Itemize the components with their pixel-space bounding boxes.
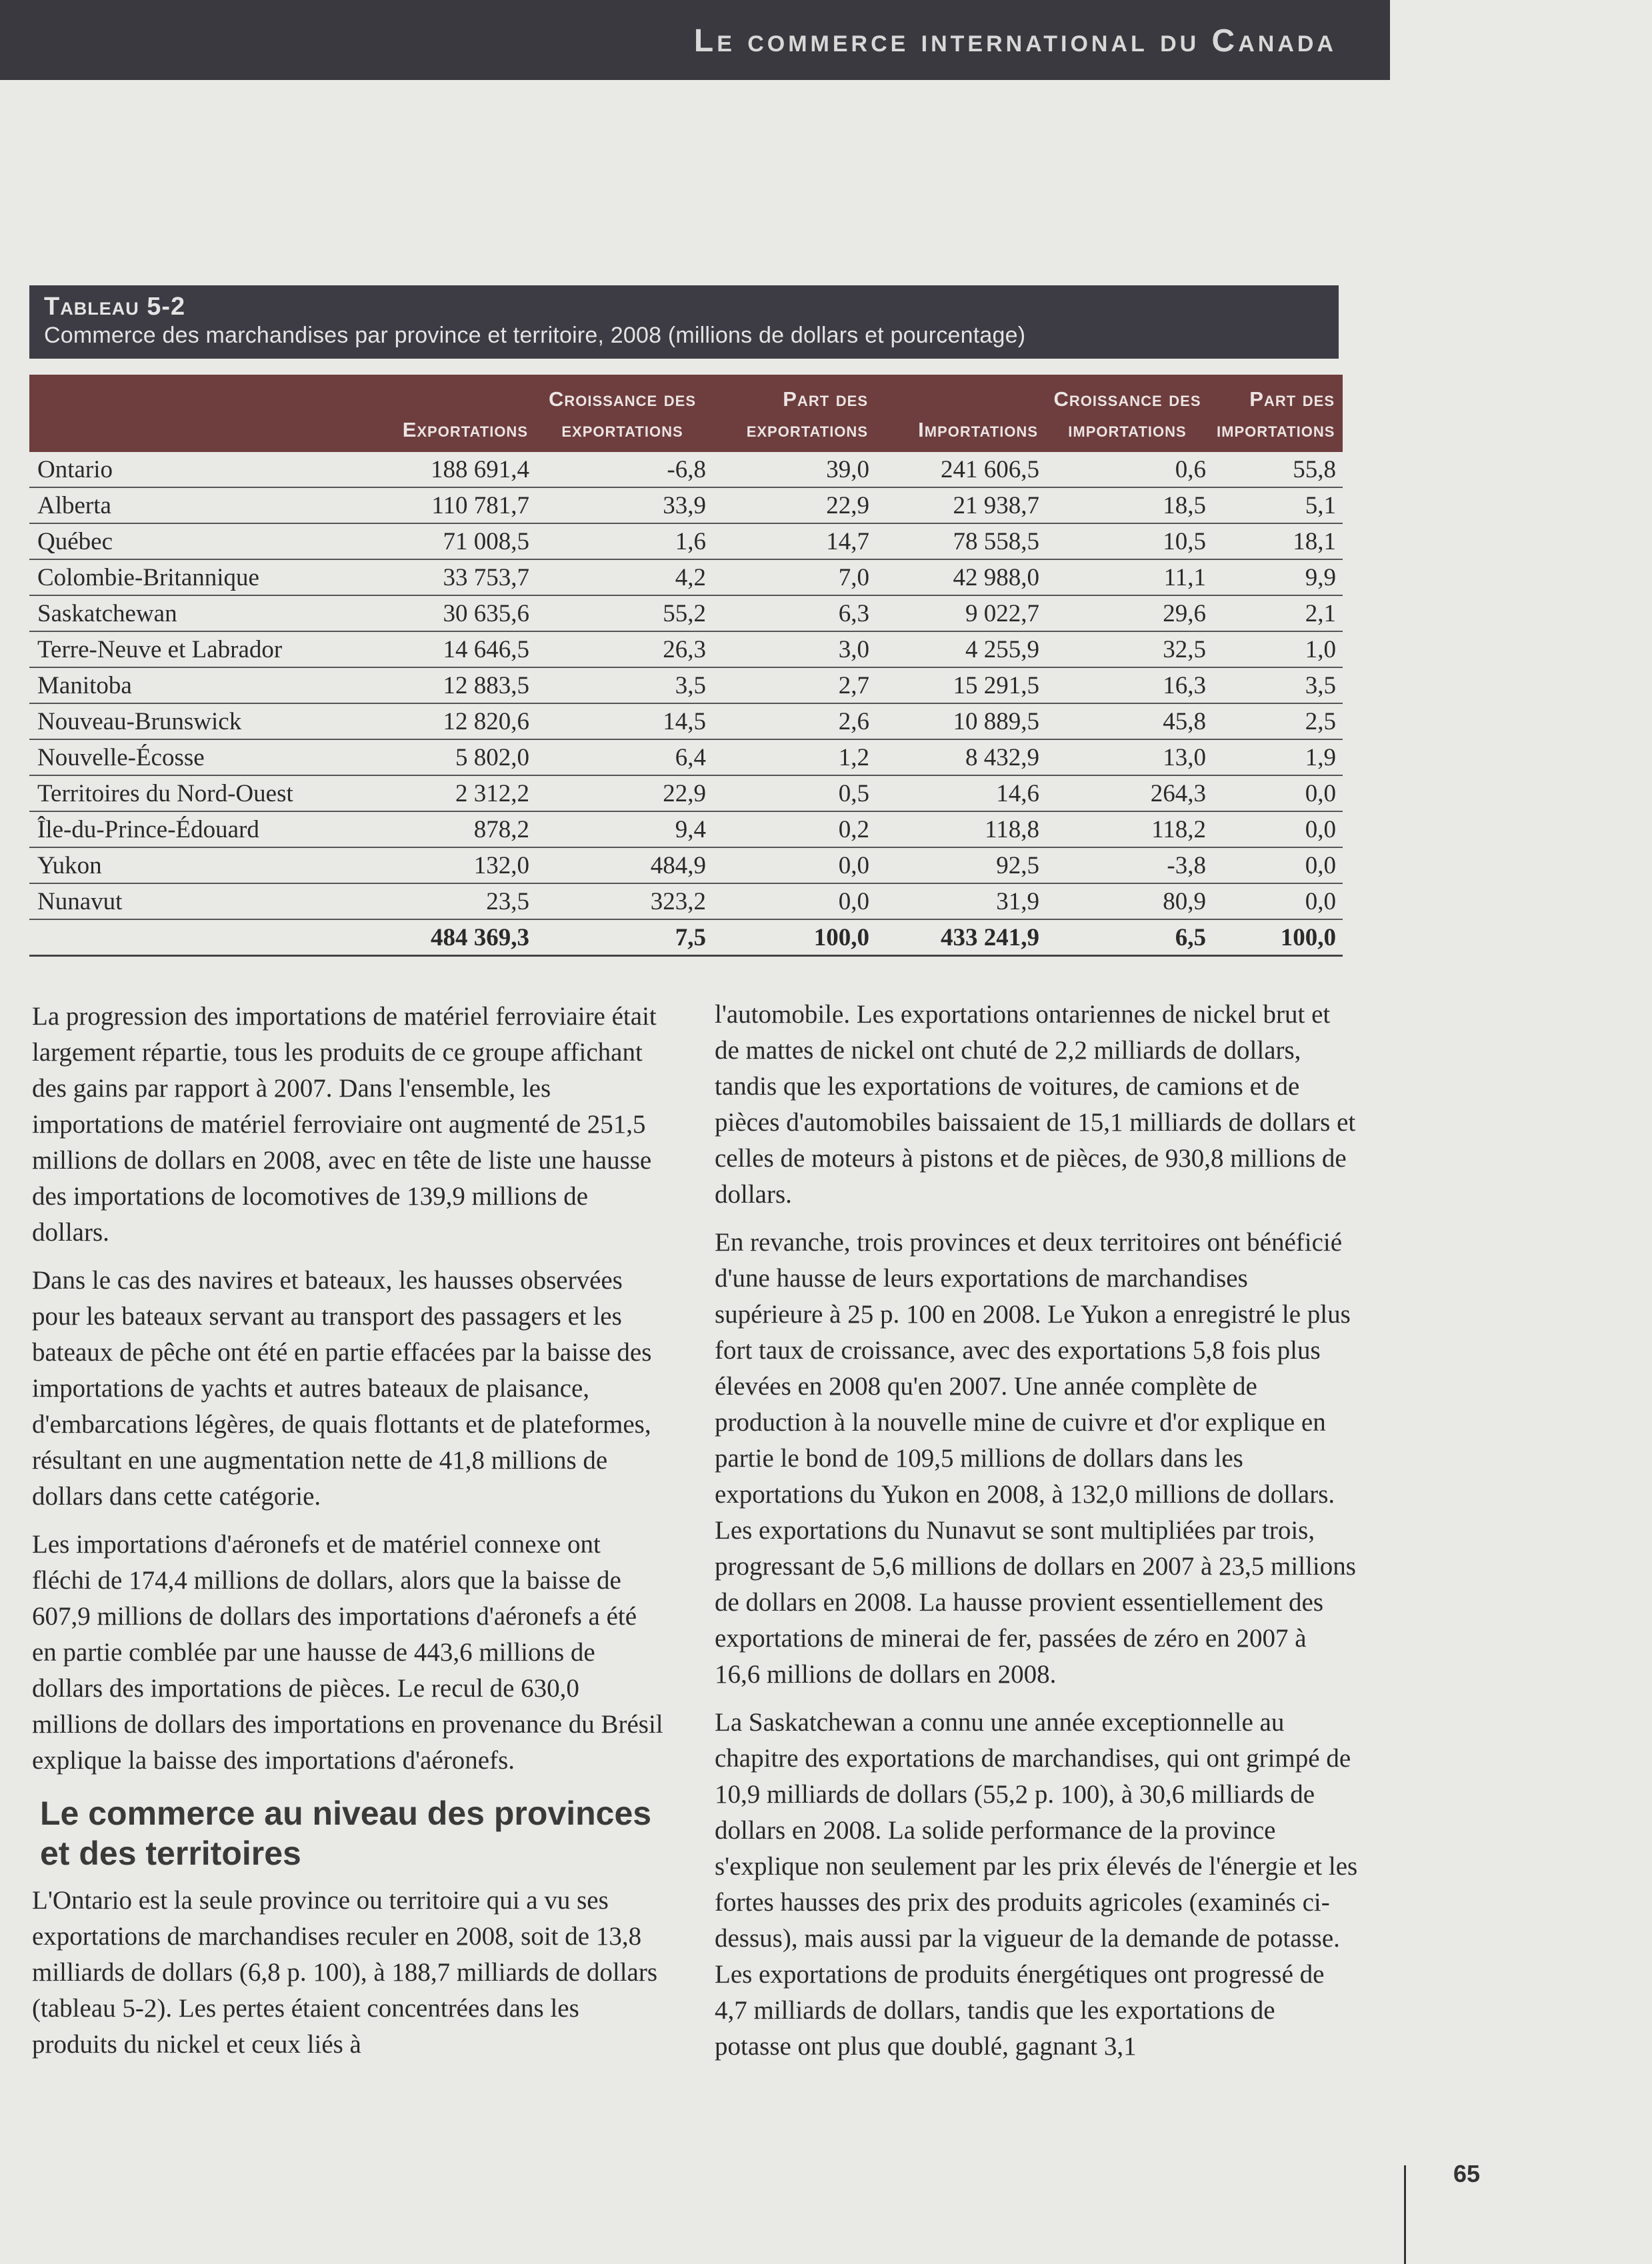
value-cell: 484 369,3 (333, 919, 536, 956)
page-number: 65 (1453, 2160, 1481, 2187)
value-cell: 132,0 (333, 847, 536, 883)
section-heading: Le commerce au niveau des provinces et des territoires (40, 1795, 652, 1872)
table-label: Tableau 5-2 (44, 293, 186, 321)
table-body (29, 452, 1343, 956)
value-cell: 9 022,7 (876, 595, 1046, 631)
value-cell: 18,5 (1046, 487, 1213, 523)
value-cell: 118,8 (876, 811, 1046, 847)
value-cell: 323,2 (536, 883, 713, 919)
province-name-cell: Yukon (29, 847, 333, 883)
value-cell: 4 255,9 (876, 631, 1046, 667)
value-cell: 29,6 (1046, 595, 1213, 631)
value-cell: 0,2 (713, 811, 876, 847)
province-name-cell: Île-du-Prince-Édouard (29, 811, 333, 847)
value-cell: 100,0 (713, 919, 876, 956)
value-cell: 1,9 (1213, 739, 1343, 775)
value-cell: 484,9 (536, 847, 713, 883)
value-cell: 26,3 (536, 631, 713, 667)
value-cell: 92,5 (876, 847, 1046, 883)
table-caption: Commerce des marchandises par province et territoire, 2008 (millions de dollars et pourcentage) (44, 323, 1026, 348)
value-cell: 0,0 (1213, 775, 1343, 811)
value-cell: 55,8 (1213, 452, 1343, 487)
paragraph: Dans le cas des navires et bateaux, les hausses observées pour les bateaux servant au transport des passagers et les bateaux de pêche ont été en partie effacées par la baisse des importations de yachts et autres bateaux de plaisance, d'embarcations légères, de quais flottants et de plateformes, résultant en une augmentation nette de 41,8 millions de dollars dans cette catégorie. (32, 1266, 652, 1511)
value-cell: 118,2 (1046, 811, 1213, 847)
value-cell: 3,5 (1213, 667, 1343, 703)
value-cell: 2,6 (713, 703, 876, 739)
table-row (29, 883, 1343, 919)
value-cell: 6,4 (536, 739, 713, 775)
value-cell: 21 938,7 (876, 487, 1046, 523)
column-header: Croissance des importations (1046, 375, 1213, 452)
province-name-cell: Québec (29, 523, 333, 559)
value-cell: 39,0 (713, 452, 876, 487)
province-name-cell: Alberta (29, 487, 333, 523)
value-cell: 2 312,2 (333, 775, 536, 811)
value-cell: 22,9 (536, 775, 713, 811)
value-cell: 14,5 (536, 703, 713, 739)
value-cell: 0,0 (713, 847, 876, 883)
province-name-cell: Nouveau-Brunswick (29, 703, 333, 739)
value-cell: 12 883,5 (333, 667, 536, 703)
table-row (29, 487, 1343, 523)
table-row (29, 595, 1343, 631)
value-cell: 0,0 (1213, 883, 1343, 919)
value-cell: 9,4 (536, 811, 713, 847)
table-row (29, 703, 1343, 739)
value-cell: 4,2 (536, 559, 713, 595)
paragraph: La Saskatchewan a connu une année exceptionnelle au chapitre des exportations de marchandises, qui ont grimpé de 10,9 milliards de dollars (55,2 p. 100), à 30,6 milliards de dollars en 2008. La solide performance de la province s'explique non seulement par les prix élevés de l'énergie et les fortes hausses des prix des produits agricoles (examinés ci-dessus), mais aussi par la vigueur de la demande de potasse. Les exportations de produits énergétiques ont progressé de 4,7 milliards de dollars, tandis que les exportations de potasse ont plus que doublé, gagnant 3,1 (715, 1708, 1358, 2061)
value-cell: 0,6 (1046, 452, 1213, 487)
value-cell: 7,5 (536, 919, 713, 956)
province-name-cell: Ontario (29, 452, 333, 487)
value-cell: 12 820,6 (333, 703, 536, 739)
value-cell: 100,0 (1213, 919, 1343, 956)
value-cell: 264,3 (1046, 775, 1213, 811)
value-cell: 9,9 (1213, 559, 1343, 595)
value-cell: 2,1 (1213, 595, 1343, 631)
value-cell: 14,7 (713, 523, 876, 559)
column-header: Exportations (333, 375, 536, 452)
value-cell: 11,1 (1046, 559, 1213, 595)
table-row (29, 452, 1343, 487)
table-row (29, 523, 1343, 559)
value-cell: 5 802,0 (333, 739, 536, 775)
value-cell: 2,5 (1213, 703, 1343, 739)
value-cell: 241 606,5 (876, 452, 1046, 487)
value-cell: 31,9 (876, 883, 1046, 919)
value-cell: 8 432,9 (876, 739, 1046, 775)
province-name-cell: Saskatchewan (29, 595, 333, 631)
left-column (32, 999, 665, 2075)
value-cell: -6,8 (536, 452, 713, 487)
table-row (29, 811, 1343, 847)
value-cell: 32,5 (1046, 631, 1213, 667)
value-cell: 13,0 (1046, 739, 1213, 775)
value-cell: 0,5 (713, 775, 876, 811)
page-rule (1404, 2165, 1406, 2264)
value-cell: 6,5 (1046, 919, 1213, 956)
total-row (29, 919, 1343, 956)
value-cell: 15 291,5 (876, 667, 1046, 703)
value-cell: 1,0 (1213, 631, 1343, 667)
value-cell: 0,0 (1213, 847, 1343, 883)
value-cell: 5,1 (1213, 487, 1343, 523)
value-cell: 3,0 (713, 631, 876, 667)
running-title: Le commerce international du Canada (693, 23, 1337, 59)
value-cell: 33,9 (536, 487, 713, 523)
value-cell: 33 753,7 (333, 559, 536, 595)
paragraph: L'Ontario est la seule province ou territoire qui a vu ses exportations de marchandises reculer en 2008, soit de 13,8 milliards de dollars (6,8 p. 100), à 188,7 milliards de dollars (tableau 5-2). Les pertes étaient concentrées dans les produits du nickel et ceux liés à (32, 1886, 657, 2059)
province-name-cell: Nunavut (29, 883, 333, 919)
value-cell: 878,2 (333, 811, 536, 847)
value-cell: 6,3 (713, 595, 876, 631)
provinces-table (29, 375, 1343, 957)
header-band (0, 0, 1390, 80)
value-cell: 188 691,4 (333, 452, 536, 487)
province-name-cell: Nouvelle-Écosse (29, 739, 333, 775)
value-cell: 45,8 (1046, 703, 1213, 739)
province-name-cell: Terre-Neuve et Labrador (29, 631, 333, 667)
value-cell: 55,2 (536, 595, 713, 631)
value-cell: 2,7 (713, 667, 876, 703)
trade-table (29, 375, 1343, 957)
value-cell: 10,5 (1046, 523, 1213, 559)
value-cell: 0,0 (713, 883, 876, 919)
value-cell: 30 635,6 (333, 595, 536, 631)
value-cell: 16,3 (1046, 667, 1213, 703)
table-title-block (29, 285, 1339, 359)
table-header-row (29, 375, 1343, 452)
column-header: Part des exportations (713, 375, 876, 452)
value-cell: 22,9 (713, 487, 876, 523)
value-cell: 110 781,7 (333, 487, 536, 523)
value-cell: 42 988,0 (876, 559, 1046, 595)
value-cell: 80,9 (1046, 883, 1213, 919)
value-cell: 78 558,5 (876, 523, 1046, 559)
table-row (29, 559, 1343, 595)
value-cell: 1,2 (713, 739, 876, 775)
paragraph: En revanche, trois provinces et deux territoires ont bénéficié d'une hausse de leurs exportations de marchandises supérieure à 25 p. 100 en 2008. Le Yukon a enregistré le plus fort taux de croissance, avec des exportations 5,8 fois plus élevées en 2008 qu'en 2007. Une année complète de production à la nouvelle mine de cuivre et d'or explique en partie le bond de 109,5 millions de dollars dans les exportations du Yukon en 2008, à 132,0 millions de dollars. Les exportations du Nunavut se sont multipliées par trois, progressant de 5,6 millions de dollars en 2007 à 23,5 millions de dollars en 2008. La hausse provient essentiellement des exportations de minerai de fer, passées de zéro en 2007 à 16,6 millions de dollars en 2008. (715, 1228, 1356, 1689)
right-column (715, 997, 1358, 2077)
value-cell: 433 241,9 (876, 919, 1046, 956)
value-cell: 3,5 (536, 667, 713, 703)
value-cell: 7,0 (713, 559, 876, 595)
table-row (29, 667, 1343, 703)
column-header: Part des importations (1213, 375, 1343, 452)
table-row (29, 775, 1343, 811)
table-row (29, 847, 1343, 883)
value-cell: -3,8 (1046, 847, 1213, 883)
value-cell: 14,6 (876, 775, 1046, 811)
value-cell: 1,6 (536, 523, 713, 559)
paragraph: l'automobile. Les exportations ontariennes de nickel brut et de mattes de nickel ont chuté de 2,2 milliards de dollars, tandis que les exportations de voitures, de camions et de pièces d'automobiles baissaient de 15,1 milliards de dollars et celles de moteurs à pistons et de pièces, de 930,8 millions de dollars. (715, 1000, 1356, 1209)
province-name-cell: Colombie-Britannique (29, 559, 333, 595)
value-cell: 0,0 (1213, 811, 1343, 847)
column-header: Importations (876, 375, 1046, 452)
column-header: Croissance des exportations (536, 375, 713, 452)
value-cell: 71 008,5 (333, 523, 536, 559)
province-name-cell: Territoires du Nord-Ouest (29, 775, 333, 811)
table-row (29, 631, 1343, 667)
province-name-cell: Manitoba (29, 667, 333, 703)
column-header (29, 375, 333, 452)
paragraph: La progression des importations de matériel ferroviaire était largement répartie, tous les produits de ce groupe affichant des gains par rapport à 2007. Dans l'ensemble, les importations de matériel ferroviaire ont augmenté de 251,5 millions de dollars en 2008, avec en tête de liste une hausse des importations de locomotives de 139,9 millions de dollars. (32, 1002, 657, 1247)
table-row (29, 739, 1343, 775)
value-cell: 18,1 (1213, 523, 1343, 559)
paragraph: Les importations d'aéronefs et de matériel connexe ont fléchi de 174,4 millions de dollars, alors que la baisse de 607,9 millions de dollars des importations d'aéronefs a été en partie comblée par une hausse de 443,6 millions de dollars des importations de pièces. Le recul de 630,0 millions de dollars des importations en provenance du Brésil explique la baisse des importations d'aéronefs. (32, 1530, 663, 1775)
value-cell: 10 889,5 (876, 703, 1046, 739)
province-name-cell (29, 919, 333, 956)
value-cell: 23,5 (333, 883, 536, 919)
value-cell: 14 646,5 (333, 631, 536, 667)
